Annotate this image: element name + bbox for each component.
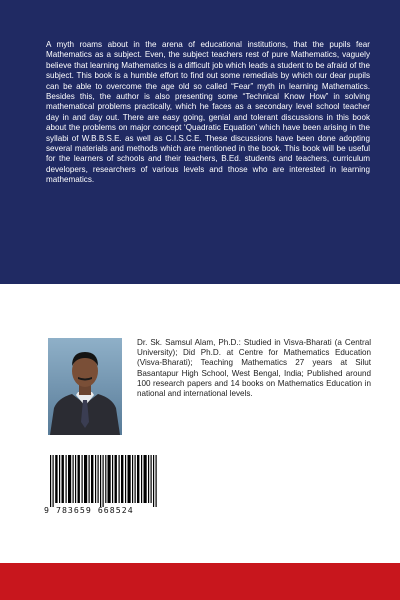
bottom-color-band	[0, 563, 400, 600]
author-portrait-image	[48, 338, 122, 435]
book-description: A myth roams about in the arena of educational institutions, that the pupils fear Mathematics as a subject. Even, the subject teachers rest of pure Mathematics, vaguely believe that learning Mathematics is a difficult job which leads a student to be afraid of the subject. This book is a humble effort to find out some remedials by which our dear pupils can be able to overcome the age old so called “Fear” myth in learning Mathematics. Besides this, the author is also presenting some “Technical Know How” in solving mathematical problems practically, which he faces as a secondary level school teacher day in and day out. There are easy going, genial and tolerant discussions in this book about the problems on major concept ‘Quadratic Equation’ which have been arising in the syllabi of W.B.B.S.E. as well as C.I.S.C.E. These discussions have been done adopting several materials and methods which are mentioned in the book. This book will be useful for the learners of schools and their teachers, B.Ed. students and teachers, curriculum developers, researchers of various levels and those who are interested in learning mathematics.	[46, 40, 370, 185]
isbn-barcode	[48, 455, 160, 507]
isbn-number: 9 783659 668524	[44, 505, 134, 515]
author-photo	[48, 338, 122, 435]
author-bio: Dr. Sk. Samsul Alam, Ph.D.: Studied in Visva-Bharati (a Central University); Did Ph.D. at Centre for Mathematics Education (Visva-Bharati); Teaching Mathematics 27 years at Silut Basantapur High School, West Bengal, India; Published around 100 research papers and 14 books on Mathematics Education in national and international levels.	[137, 338, 371, 399]
back-cover-blurb-panel	[0, 0, 400, 284]
barcode-bars	[48, 455, 160, 507]
